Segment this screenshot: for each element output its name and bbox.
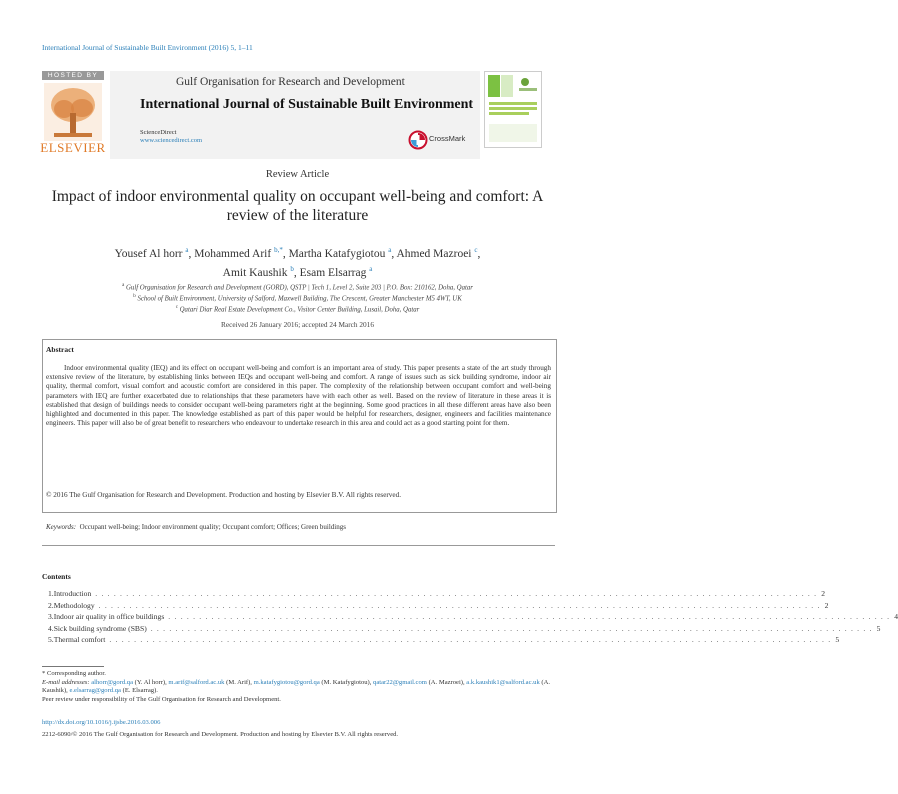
toc-number: 2. — [48, 600, 54, 610]
email-owner: (E. Elsarrag). — [120, 687, 158, 694]
author-name: Amit Kaushik — [222, 266, 288, 279]
toc-label: Thermal comfort — [53, 635, 106, 645]
toc-number: 3. — [48, 612, 54, 622]
affiliation-text: Qatari Diar Real Estate Development Co., Visitor Center Building, Lusail, Doha, Qatar — [179, 305, 420, 313]
toc-label: Introduction — [53, 589, 92, 598]
author-affiliation-marker[interactable]: b — [290, 264, 294, 273]
journal-cover-thumbnail — [484, 71, 542, 148]
affiliation-line — [60, 304, 535, 315]
author-affiliation-marker[interactable]: a — [369, 264, 373, 273]
sciencedirect-label: ScienceDirect — [140, 129, 177, 136]
keywords-label: Keywords: — [46, 523, 77, 531]
abstract-heading: Abstract — [46, 345, 74, 354]
doi-link[interactable]: http://dx.doi.org/10.1016/j.ijsbe.2016.03.006 — [42, 719, 161, 726]
affiliation-line — [60, 282, 535, 293]
received-dates: Received 26 January 2016; accepted 24 March 2016 — [221, 320, 374, 329]
toc-number: 4. — [48, 623, 54, 633]
toc-leader: . . . . . . . . . . . . . . . . . . . . . . . . . . . . . . . . . . . . . . . . . . . . . . . . . . . . . . . . . . . . . . . . . . . . . . . . . . . . . . . . . . . . . . . . . . . . . . . . . . . . . . . . . . . . . . . . . . . . . — [168, 612, 891, 622]
email-link[interactable]: e.elsarrag@gord.qa — [69, 687, 121, 694]
email-addresses — [42, 679, 555, 696]
peer-review-note: Peer review under responsibility of The Gulf Organisation for Research and Development. — [42, 695, 281, 703]
journal-reference[interactable]: International Journal of Sustainable Built Environment (2016) 5, 1–11 — [42, 43, 253, 52]
organisation-name: Gulf Organisation for Research and Development — [176, 76, 405, 88]
toc-item[interactable] — [48, 612, 898, 624]
email-label: E-mail addresses: — [42, 678, 90, 686]
affiliation-marker: b — [133, 293, 136, 299]
toc-leader: . . . . . . . . . . . . . . . . . . . . . . . . . . . . . . . . . . . . . . . . . . . . . . . . . . . . . . . . . . . . . . . . . . . . . . . . . . . . . . . . . . . . . . . . . . . . . . . . . . . . . . . . . . . . . . . . . . . . . — [150, 623, 873, 633]
toc-number: 1. — [48, 589, 54, 598]
crossmark-label: CrossMark — [429, 134, 466, 143]
journal-name: International Journal of Sustainable Built Environment — [140, 97, 474, 112]
abstract-copyright: © 2016 The Gulf Organisation for Research and Development. Production and hosting by Elsevier B.V. All rights reserved. — [46, 491, 401, 499]
toc-item[interactable] — [48, 623, 881, 636]
author-name: Martha Katafygiotou — [288, 247, 386, 260]
affiliation-marker: c — [175, 304, 178, 310]
affiliation-line — [60, 293, 535, 304]
keywords — [46, 523, 346, 531]
article-type: Review Article — [265, 169, 330, 180]
crossmark-button[interactable] — [408, 130, 480, 150]
toc-item[interactable] — [48, 635, 840, 647]
toc-label: Methodology — [53, 600, 95, 610]
issn-copyright: 2212-6090/© 2016 The Gulf Organisation for Research and Development. Production and hosting by Elsevier B.V. All rights reserved. — [42, 731, 399, 738]
author-name: Yousef Al horr — [114, 247, 183, 260]
elsevier-tree-logo-icon — [44, 83, 102, 141]
author-affiliation-marker[interactable]: b,* — [274, 246, 283, 254]
email-owner: (M. Arif), — [224, 678, 254, 686]
author-name: Esam Elsarrag — [299, 266, 367, 279]
author-name: Mohammed Arif — [194, 247, 272, 260]
affiliation-text: School of Built Environment, University of Salford, Maxwell Building, The Crescent, Greater Manchester M5 4WT, UK — [137, 295, 462, 303]
abstract-text: Indoor environmental quality (IEQ) and its effect on occupant well-being and comfort is an important area of study. This paper presents a state of the art study through extensive review of the literature, by establishing links between IEQs and occupant well-being and comfort. A range of issues such as sick building syndrome, indoor air quality, thermal comfort, visual comfort and acoustic comfort are considered in this paper. The complexity of the relationship between occupant comfort and well-being parameters with IEQ are further exacerbated due to relationships that these parameters have with each other as well. Based on the review of literature in these areas it is established that design of buildings needs to consider occupant well-being parameters right at the beginning. Some good practices in all these different areas have also been highlighted and documented in this paper. The knowledge established as part of this paper would be helpful for researchers, designer, engineers and facilities maintenance engineers. This paper will also be of great benefit to researchers who endeavour to undertake research in this area and could act as a good starting point for them. — [46, 364, 551, 428]
contents-heading: Contents — [42, 572, 71, 581]
email-owner: (M. Katafygiotou), — [319, 678, 374, 686]
toc-leader: . . . . . . . . . . . . . . . . . . . . . . . . . . . . . . . . . . . . . . . . . . . . . . . . . . . . . . . . . . . . . . . . . . . . . . . . . . . . . . . . . . . . . . . . . . . . . . . . . . . . . . . . . . . . . . . . . . . . . — [109, 635, 832, 645]
affiliations — [60, 282, 535, 315]
toc-leader: . . . . . . . . . . . . . . . . . . . . . . . . . . . . . . . . . . . . . . . . . . . . . . . . . . . . . . . . . . . . . . . . . . . . . . . . . . . . . . . . . . . . . . . . . . . . . . . . . . . . . . . . . . . . . . . . . . . . . — [98, 600, 821, 610]
hosted-by-label: HOSTED BY — [42, 71, 104, 80]
toc-number: 5. — [48, 635, 54, 645]
author-affiliation-marker[interactable]: c — [474, 246, 478, 254]
footnote-divider — [42, 666, 104, 667]
author-name: Ahmed Mazroei — [396, 247, 472, 260]
toc-label: Sick building syndrome (SBS) — [53, 623, 147, 633]
keywords-text: Occupant well-being; Indoor environment quality; Occupant comfort; Offices; Green buildings — [79, 523, 346, 531]
table-of-contents — [48, 589, 898, 647]
article-title: Impact of indoor environmental quality on occupant well-being and comfort: A review of the literature — [51, 188, 544, 224]
toc-page: 4 — [894, 612, 898, 622]
toc-item[interactable] — [48, 600, 829, 613]
author-affiliation-marker[interactable]: a — [185, 246, 189, 254]
toc-leader: . . . . . . . . . . . . . . . . . . . . . . . . . . . . . . . . . . . . . . . . . . . . . . . . . . . . . . . . . . . . . . . . . . . . . . . . . . . . . . . . . . . . . . . . . . . . . . . . . . . . . . . . . . . . . . . . . . . . . — [95, 589, 818, 598]
email-link[interactable]: qatar22@gmail.com — [373, 678, 427, 686]
email-owner: (A. Kaushik), — [42, 678, 551, 694]
email-link[interactable]: a.k.kaushik1@salford.ac.uk — [466, 678, 540, 686]
elsevier-wordmark: ELSEVIER — [40, 140, 106, 155]
sciencedirect-link[interactable]: www.sciencedirect.com — [140, 137, 203, 144]
toc-page: 5 — [876, 623, 881, 633]
email-owner: (Y. Al horr), — [133, 678, 169, 686]
corresponding-author-note: * Corresponding author. — [42, 670, 106, 677]
author-affiliation-marker[interactable]: a — [388, 246, 392, 254]
toc-label: Indoor air quality in office buildings — [53, 612, 165, 622]
footnotes — [42, 670, 555, 704]
toc-page: 2 — [824, 600, 829, 610]
author-list: Yousef Al horr $^a$, Mohammed Arif $^{b,*}$, Martha Katafygiotou $^a$, Ahmed Mazroei $^c$, Amit Kaushik $^b$, Esam Elsarrag $^a$ — [114, 246, 481, 279]
email-link[interactable]: m.arif@salford.ac.uk — [168, 678, 225, 686]
section-divider — [42, 545, 555, 546]
toc-item[interactable] — [48, 589, 825, 601]
affiliation-text: Gulf Organisation for Research and Development (GORD), QSTP | Tech 1, Level 2, Suite 203 | P.O. Box: 210162, Doha, Qatar — [126, 284, 473, 292]
toc-page: 2 — [821, 589, 825, 598]
affiliation-marker: a — [122, 283, 125, 288]
email-link[interactable]: m.katafygiotou@gord.qa — [253, 678, 320, 686]
email-owner: (A. Mazroei), — [426, 678, 467, 686]
toc-page: 5 — [835, 635, 840, 645]
email-link[interactable]: alhorr@gord.qa — [91, 678, 133, 686]
